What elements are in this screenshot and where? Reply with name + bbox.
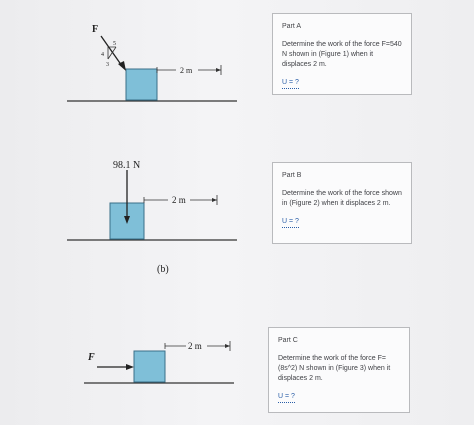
part-c-question: Determine the work of the force F=(8s^2) N shown in (Figure 3) when it displaces 2 m.: [278, 355, 391, 382]
figure-b-caption: (b): [157, 264, 169, 275]
part-b-card: [272, 162, 412, 244]
part-c-card: [268, 327, 410, 413]
ratio-label-4: 4: [101, 52, 104, 58]
part-a-question: Determine the work of the force F=540 N shown in (Figure 1) when it displaces 2 m.: [282, 41, 402, 68]
ratio-label-3: 3: [106, 62, 109, 68]
block-a: [126, 69, 157, 100]
force-label-a: F: [92, 24, 99, 35]
block-c: [134, 351, 165, 382]
figure-b: [67, 160, 237, 275]
figure-c: [84, 341, 234, 383]
distance-label-a: 2 m: [180, 66, 193, 75]
ratio-label-5: 5: [113, 41, 116, 47]
distance-label-b: 2 m: [172, 195, 186, 205]
part-b-answer-link[interactable]: U = ?: [282, 217, 299, 228]
part-a-title: Part A: [282, 23, 302, 30]
dim-arrow-a-icon: [216, 68, 221, 72]
arrowhead-c-icon: [126, 364, 134, 370]
distance-label-c: 2 m: [188, 341, 202, 351]
dim-arrow-c-icon: [225, 344, 230, 348]
part-a-card: [272, 13, 412, 95]
part-b-title: Part B: [282, 172, 302, 179]
dim-arrow-b-icon: [212, 198, 217, 202]
part-c-answer-link[interactable]: U = ?: [278, 392, 295, 403]
force-arrow-a: [101, 36, 122, 66]
figure-a: [67, 24, 237, 101]
weight-label: 98.1 N: [113, 160, 141, 171]
part-c-title: Part C: [278, 337, 298, 344]
part-b-question: Determine the work of the force shown in (Figure 2) when it displaces 2 m.: [282, 190, 402, 207]
part-a-answer-link[interactable]: U = ?: [282, 78, 299, 89]
force-label-c: F: [88, 352, 95, 363]
